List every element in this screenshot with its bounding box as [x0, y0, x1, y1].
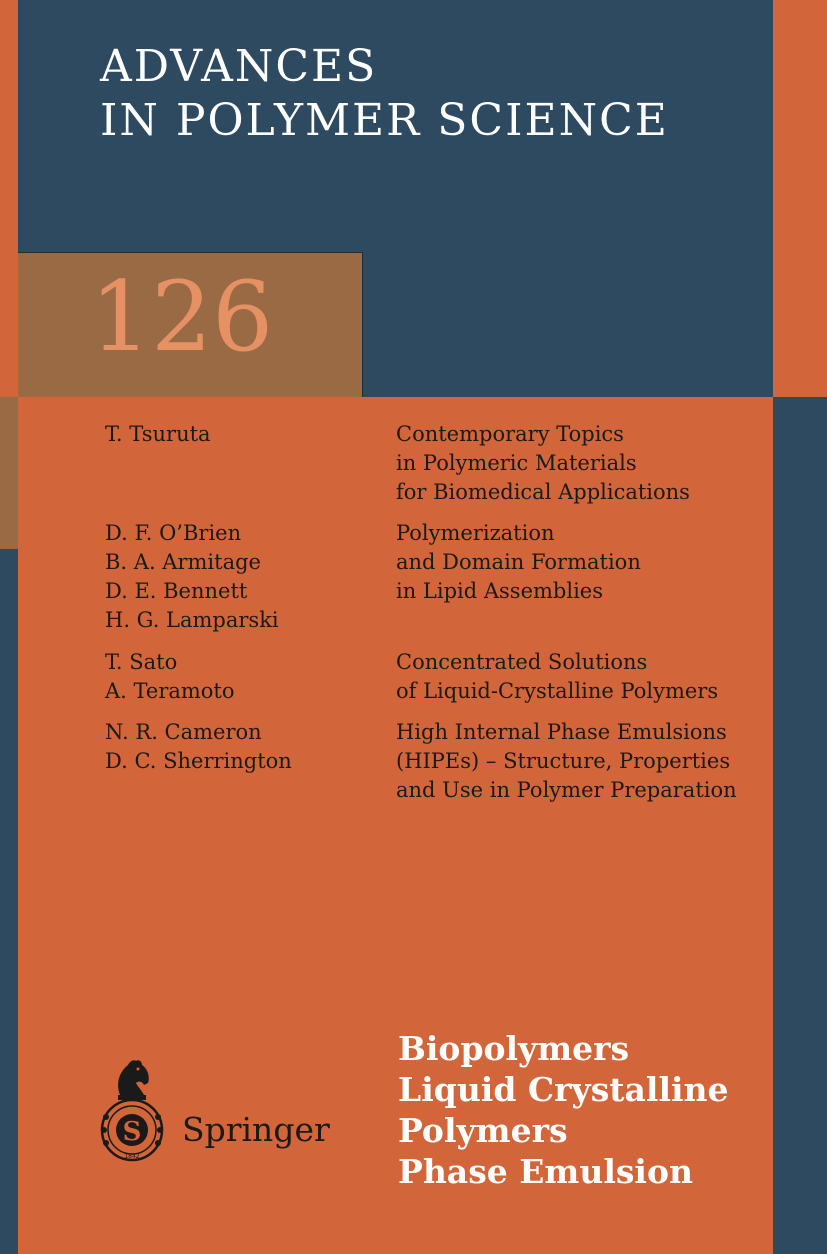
title-line: Polymerization	[396, 521, 555, 545]
author-name: D. F. O’Brien	[105, 521, 242, 545]
title-line: Concentrated Solutions	[396, 650, 648, 674]
title-line: in Polymeric Materials	[396, 451, 637, 475]
author-name: H. G. Lamparski	[105, 608, 279, 632]
subject-keywords	[398, 1028, 729, 1192]
series-title-line-2: IN POLYMER SCIENCE	[100, 95, 669, 146]
author-name: D. C. Sherrington	[105, 749, 292, 773]
volume-number: 126	[90, 261, 274, 373]
title-line: for Biomedical Applications	[396, 480, 690, 504]
series-title	[100, 40, 669, 148]
title-line: Contemporary Topics	[396, 422, 624, 446]
title-line: High Internal Phase Emulsions	[396, 720, 727, 744]
publisher-name: Springer	[182, 1110, 330, 1149]
logo-year: 1842	[124, 1153, 140, 1160]
author-name: T. Tsuruta	[105, 422, 211, 446]
author-name: D. E. Bennett	[105, 579, 248, 603]
left-strip-middle	[0, 397, 18, 549]
subject-keyword: Phase Emulsion	[398, 1152, 693, 1191]
author-name: A. Teramoto	[105, 679, 235, 703]
title-line: and Use in Polymer Preparation	[396, 778, 737, 802]
author-name: N. R. Cameron	[105, 720, 262, 744]
left-strip-top	[0, 0, 18, 397]
subject-keyword: Polymers	[398, 1111, 568, 1150]
entry-authors	[105, 519, 279, 635]
left-strip-bottom	[0, 549, 18, 1254]
title-line: (HIPEs) – Structure, Properties	[396, 749, 731, 773]
title-line: and Domain Formation	[396, 550, 641, 574]
series-title-line-1: ADVANCES	[100, 41, 378, 92]
springer-knight-icon	[98, 1055, 166, 1163]
subject-keyword: Liquid Crystalline	[398, 1070, 729, 1109]
svg-text:S: S	[122, 1117, 142, 1147]
entry-authors	[105, 718, 292, 776]
author-name: B. A. Armitage	[105, 550, 261, 574]
subject-keyword: Biopolymers	[398, 1029, 630, 1068]
entry-authors	[105, 420, 211, 449]
title-line: of Liquid-Crystalline Polymers	[396, 679, 719, 703]
right-strip-top	[773, 0, 827, 397]
entry-title	[396, 718, 737, 805]
title-line: in Lipid Assemblies	[396, 579, 603, 603]
entry-title	[396, 519, 641, 606]
right-strip-bottom	[773, 397, 827, 1254]
entry-title	[396, 420, 690, 507]
author-name: T. Sato	[105, 650, 178, 674]
entry-title	[396, 648, 718, 706]
entry-authors	[105, 648, 235, 706]
